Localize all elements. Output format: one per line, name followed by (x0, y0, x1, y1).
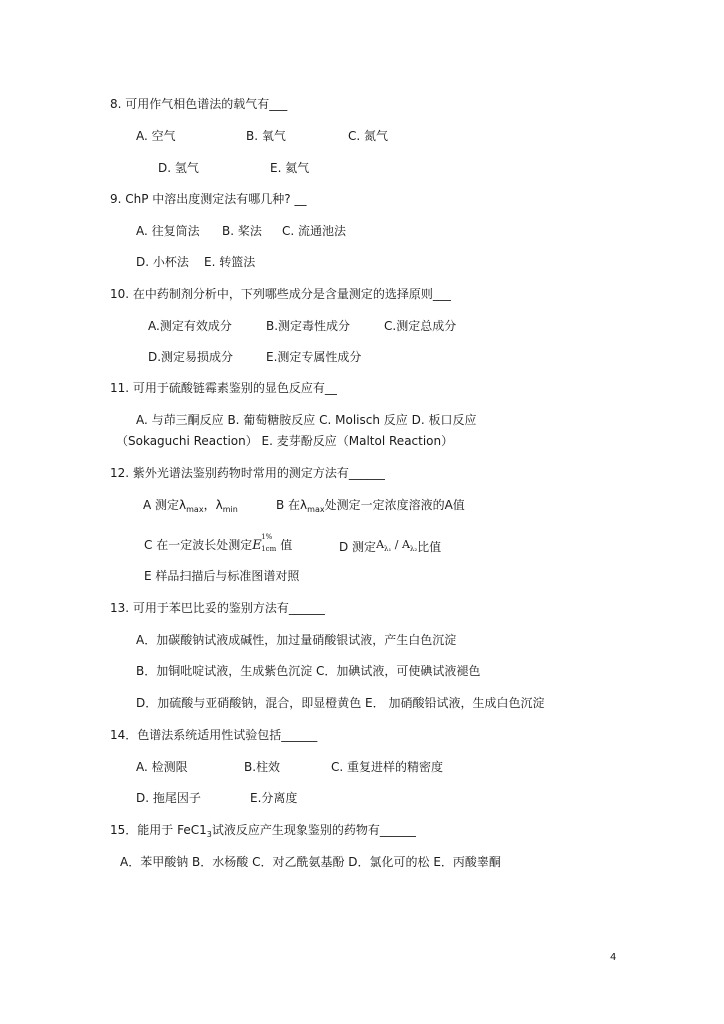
question-10-stem: 10. 在中药制剂分析中，下列哪些成分是含量测定的选择原则___ (110, 287, 451, 301)
question-8-option-e: E. 氦气 (270, 161, 310, 175)
question-15-options: A．苯甲酸钠 B．水杨酸 C．对乙酰氨基酚 D．氯化可的松 E．丙酸睾酮 (120, 855, 501, 869)
question-10-option-a: A.测定有效成分 (148, 319, 232, 333)
question-12-option-c (144, 533, 293, 554)
formula-subscript: 1cm (261, 545, 277, 553)
option-c-suffix: 值 (280, 538, 293, 552)
absorbance-ratio-formula (376, 538, 417, 551)
question-9-option-c: C. 流通池法 (282, 224, 347, 238)
question-13-options-de: D．加硫酸与亚硝酸钠，混合，即显橙黄色 E． 加硝酸铅试液，生成白色沉淀 (136, 696, 545, 710)
option-c-prefix: C 在一定波长处测定 (144, 538, 253, 552)
question-9-stem: 9. ChP 中溶出度测定法有哪几种? __ (110, 192, 307, 206)
absorptivity-formula (252, 533, 280, 554)
question-10-option-b: B.测定毒性成分 (266, 319, 351, 333)
question-10-option-d: D.测定易损成分 (148, 350, 234, 364)
question-8-option-d: D. 氢气 (158, 161, 199, 175)
question-12-option-d (339, 537, 441, 557)
formula-lambda1: λ₁ (384, 545, 392, 553)
lambda-min-subscript: min (222, 505, 238, 514)
formula-e: E (252, 538, 262, 553)
question-14-option-a: A. 检测限 (136, 760, 188, 774)
question-8-option-a: A. 空气 (136, 129, 176, 143)
question-9-option-b: B. 桨法 (222, 224, 262, 238)
question-15-stem-prefix: 15．能用于 FeC1 (110, 823, 207, 837)
question-11-stem: 11. 可用于硫酸链霉素鉴别的显色反应有__ (110, 381, 337, 395)
question-13-options-bc: B．加铜吡啶试液，生成紫色沉淀 C．加碘试液，可使碘试液褪色 (136, 664, 481, 678)
question-14-option-c: C. 重复进样的精密度 (331, 760, 444, 774)
question-15-stem-suffix: 试液反应产生现象鉴别的药物有______ (211, 823, 416, 837)
lambda-max-subscript: max (307, 505, 325, 514)
question-10-option-c: C.测定总成分 (384, 319, 457, 333)
formula-slash: / A (391, 538, 410, 551)
formula-lambda2: λ₂ (409, 545, 418, 553)
question-11-options-line2: （Sokaguchi Reaction） E. 麦芽酚反应（Maltol Reaction） (116, 434, 454, 448)
question-14-option-b: B.柱效 (244, 760, 281, 774)
lambda-max-subscript: max (186, 505, 204, 514)
option-d-suffix: 比值 (417, 540, 442, 554)
question-8-option-c: C. 氮气 (348, 129, 389, 143)
question-12-stem: 12. 紫外光谱法鉴别药物时常用的测定方法有______ (110, 466, 385, 480)
question-12-option-b (276, 497, 465, 518)
question-14-option-d: D. 拖尾因子 (136, 791, 201, 805)
question-9-option-d: D. 小杯法 (136, 255, 189, 269)
formula-a1: A (376, 538, 385, 551)
question-8-stem: 8. 可用作气相色谱法的载气有___ (110, 97, 288, 111)
option-d-prefix: D 测定 (339, 540, 377, 554)
option-b-prefix: B 在λ (276, 498, 308, 512)
question-10-option-e: E.测定专属性成分 (266, 350, 362, 364)
fecl3-subscript: 3 (206, 830, 212, 839)
question-8-option-b: B. 氧气 (246, 129, 286, 143)
option-b-suffix: 处测定一定浓度溶液的A值 (324, 498, 465, 512)
option-a-text: A 测定λ (143, 498, 187, 512)
question-13-option-a: A．加碳酸钠试液成碱性，加过量硝酸银试液，产生白色沉淀 (136, 633, 457, 647)
question-14-stem: 14．色谱法系统适用性试验包括______ (110, 728, 318, 742)
question-12-option-a (143, 497, 238, 518)
question-12-option-e: E 样品扫描后与标准图谱对照 (144, 569, 300, 583)
page-number: 4 (610, 952, 617, 963)
question-14-option-e: E.分离度 (250, 791, 298, 805)
question-11-options-line1: A. 与茚三酮反应 B. 葡萄糖胺反应 C. Molisch 反应 D. 板口反应 (136, 413, 477, 427)
question-13-stem: 13. 可用于苯巴比妥的鉴别方法有______ (110, 601, 325, 615)
formula-superscript: 1% (261, 533, 273, 541)
question-9-option-e: E. 转篮法 (204, 255, 256, 269)
option-a-mid: ，λ (203, 498, 223, 512)
question-9-option-a: A. 往复筒法 (136, 224, 200, 238)
question-15-stem (110, 822, 416, 843)
